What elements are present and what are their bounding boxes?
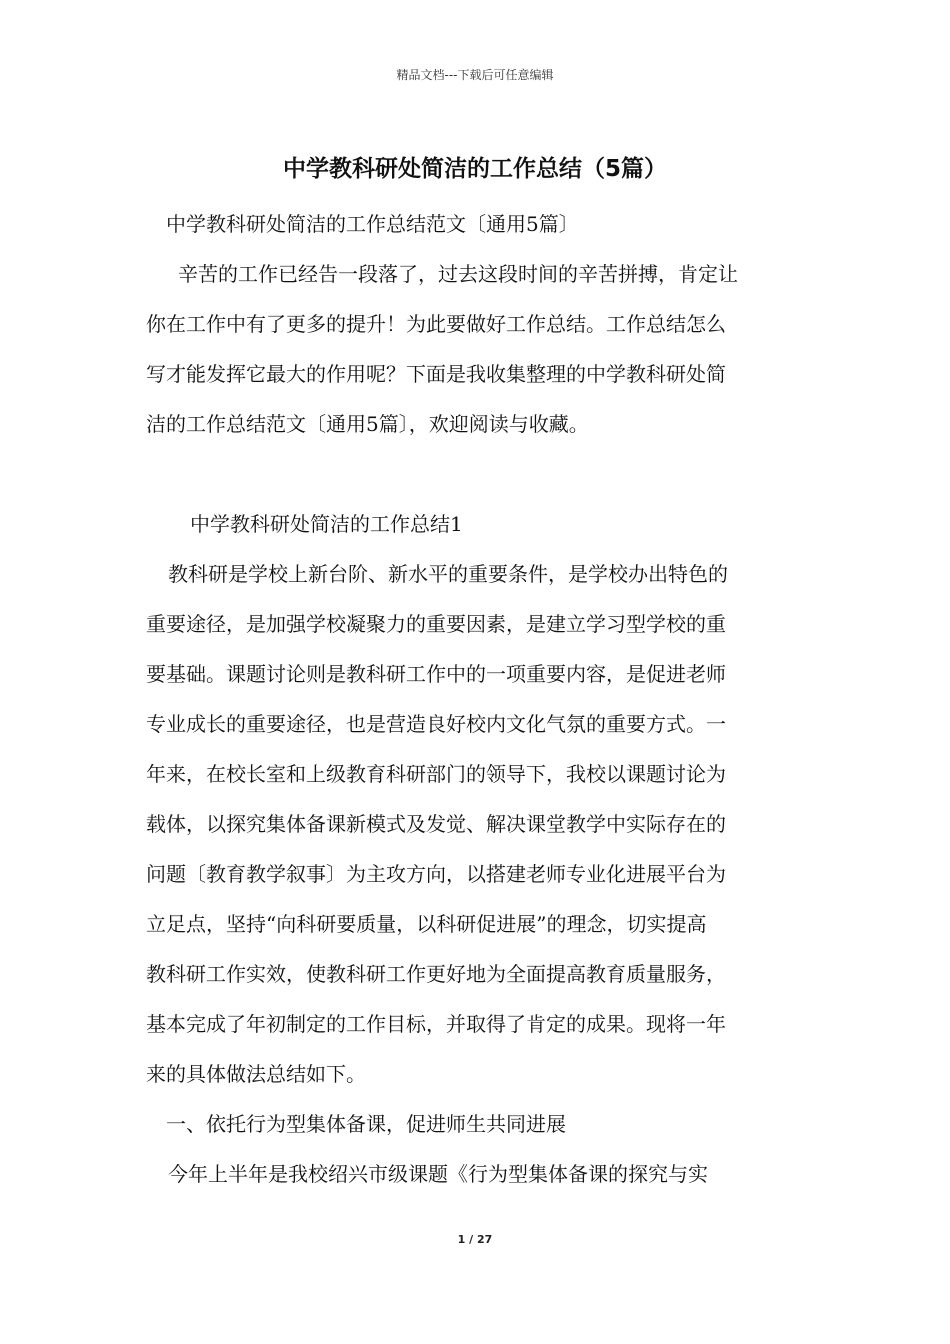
- body-line: 年来，在校长室和上级教育科研部门的领导下，我校以课题讨论为: [146, 762, 726, 786]
- page-number: 1 / 27: [457, 1233, 493, 1246]
- intro-line: 写才能发挥它最大的作用呢？下面是我收集整理的中学教科研处简: [146, 362, 726, 386]
- intro-line: 辛苦的工作已经告一段落了，过去这段时间的辛苦拼搏，肯定让: [178, 262, 738, 286]
- intro-line: 洁的工作总结范文〔通用5篇〕，欢迎阅读与收藏。: [146, 412, 589, 436]
- intro-line: 你在工作中有了更多的提升！为此要做好工作总结。工作总结怎么: [146, 312, 726, 336]
- body-line: 教科研工作实效，使教科研工作更好地为全面提高教育质量服务，: [146, 962, 726, 986]
- section-heading: 中学教科研处简洁的工作总结1: [190, 512, 463, 536]
- document-title: 中学教科研处简洁的工作总结（5篇）: [282, 156, 667, 182]
- body-line: 基本完成了年初制定的工作目标，并取得了肯定的成果。现将一年: [146, 1012, 726, 1036]
- body-line: 教科研是学校上新台阶、新水平的重要条件，是学校办出特色的: [168, 562, 728, 586]
- body-line: 要基础。课题讨论则是教科研工作中的一项重要内容，是促进老师: [146, 662, 726, 686]
- body-line: 载体，以探究集体备课新模式及发觉、解决课堂教学中实际存在的: [146, 812, 726, 836]
- body-line: 重要途径，是加强学校凝聚力的重要因素，是建立学习型学校的重: [146, 612, 726, 636]
- body-line: 今年上半年是我校绍兴市级课题《行为型集体备课的探究与实: [168, 1162, 708, 1186]
- subheading: 一、依托行为型集体备课，促进师生共同进展: [166, 1112, 566, 1136]
- body-line: 立足点，坚持“向科研要质量，以科研促进展”的理念，切实提高: [146, 912, 707, 936]
- body-line: 问题〔教育教学叙事〕为主攻方向，以搭建老师专业化进展平台为: [146, 862, 726, 886]
- header-note: 精品文档---下载后可任意编辑: [396, 68, 554, 82]
- body-line: 专业成长的重要途径，也是营造良好校内文化气氛的重要方式。一: [146, 712, 726, 736]
- body-line: 来的具体做法总结如下。: [146, 1062, 366, 1086]
- document-subtitle: 中学教科研处简洁的工作总结范文〔通用5篇〕: [166, 212, 579, 236]
